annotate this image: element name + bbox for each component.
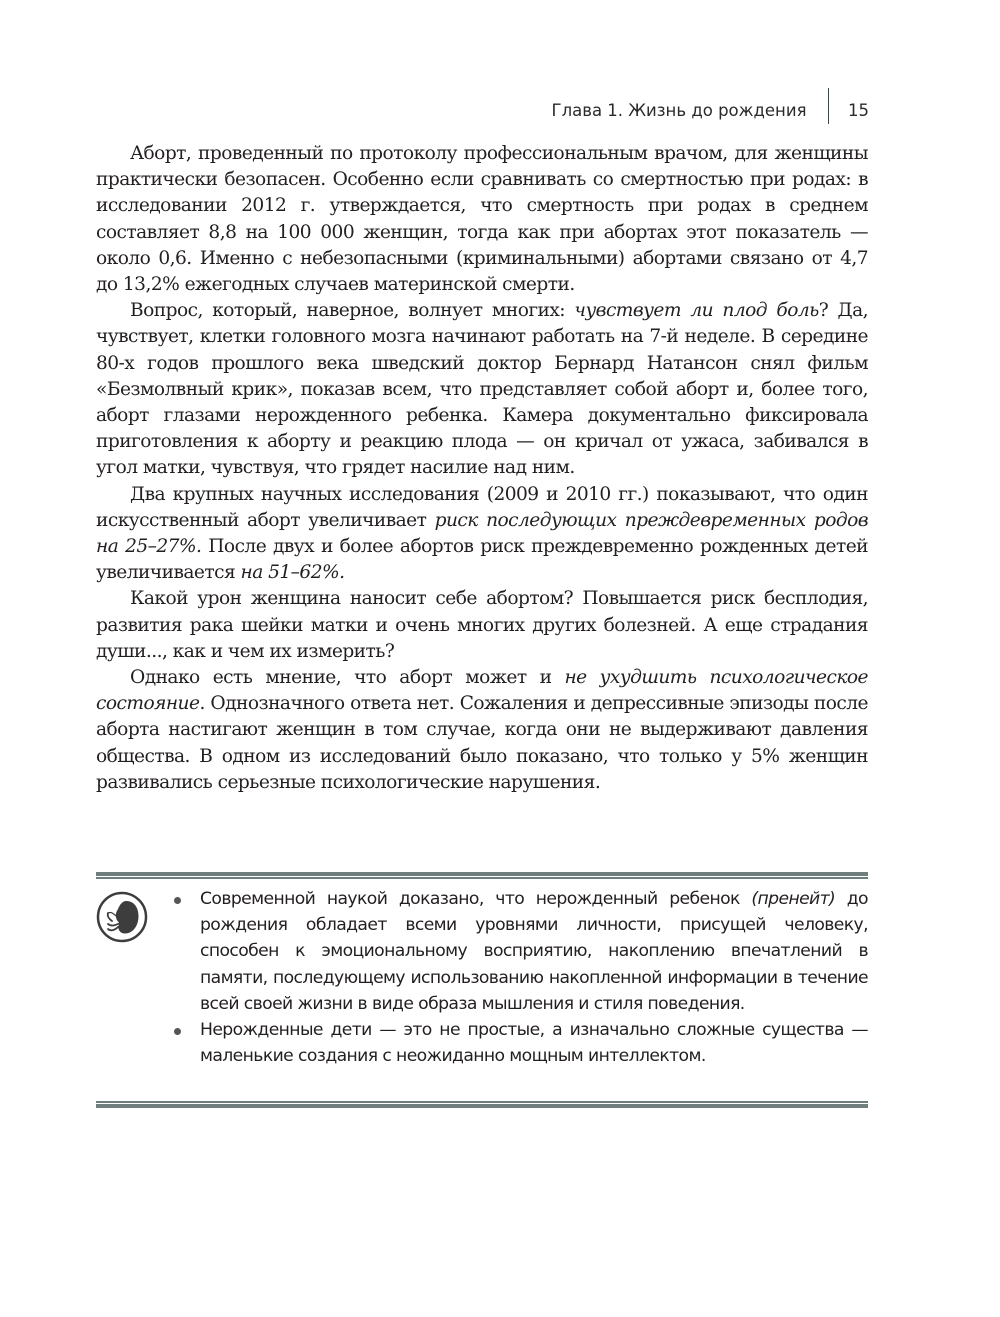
bullet-icon [174, 1028, 181, 1035]
emphasis: чувствует ли плод боль [574, 300, 819, 322]
paragraph-2: Вопрос, который, наверное, волнует многих: чувствует ли плод боль? Да, чувствует, клетки головного мозга начинают работать на 7-й неделе. В середине 80-х годов прошлого века шведский доктор Бернард Натансон снял фильм «Безмолвный крик», показав всем, что представляет собой аборт и, более того, аборт глазами нерожденного ребенка. Камера документально фиксировала приготовления к аборту и реакцию плода — он кричал от ужаса, забивался в угол матки, чувствуя, что грядет насилие над ним. [96, 300, 868, 479]
callout-list [170, 886, 868, 1069]
paragraph-4: Какой урон женщина наносит себе абортом? Повышается риск бесплодия, развития рака шейки матки и очень многих других болезней. А еще страдания души..., как и чем их измерить? [96, 588, 868, 662]
callout-item: Современной наукой доказано, что нерожденный ребенок (пренейт) до рождения обладает всеми уровнями личности, присущей человеку, способен к эмоциональному восприятию, накоплению впечатлений в памяти, последующему использованию накопленной информации в течение всей своей жизни в виде образа мышления и стиля поведения. [170, 886, 868, 1017]
body-text [96, 141, 868, 796]
callout-top-rule [96, 872, 868, 879]
bullet-icon [174, 897, 181, 904]
emphasis: не ухудшить психологическое состояние [96, 667, 868, 715]
paragraph-5: Однако есть мнение, что аборт может и не ухудшить психологическое состояние. Однозначного ответа нет. Сожаления и депрессивные эпизоды после аборта настигают женщин в том случае, когда они не выдерживают давления общества. В одном из исследований было показано, что только у 5% женщин развивались серьезные психологические нарушения. [96, 667, 868, 793]
page-number: 15 [848, 100, 869, 120]
callout-bottom-rule [96, 1101, 868, 1108]
paragraph-1: Аборт, проведенный по протоколу профессиональным врачом, для женщины практически безопасен. Особенно если сравнивать со смертностью при родах: в исследовании 2012 г. утверждается, что смертность при родах в среднем составляет 8,8 на 100 000 женщин, тогда как при абортах этот показатель — около 0,6. Именно с небезопасными (криминальными) абортами связано от 4,7 до 13,2% ежегодных случаев материнской смерти. [96, 143, 868, 296]
paragraph-3: Два крупных научных исследования (2009 и 2010 гг.) показывают, что один искусственный аборт увеличивает риск последующих преждевременных родов на 25–27%. После двух и более абортов риск преждевременно рожденных детей увеличивается на 51–62%. [96, 483, 868, 584]
emphasis: (пренейт) [751, 889, 836, 909]
callout-item: Нерожденные дети — это не простые, а изначально сложные существа — маленькие создания с неожиданно мощным интеллектом. [170, 1017, 868, 1069]
chapter-title: Глава 1. Жизнь до рождения [551, 100, 807, 120]
header-divider [828, 88, 830, 124]
emphasis: риск последующих преждевременных родов на 25–27%. [96, 509, 868, 558]
running-head [552, 92, 870, 128]
emphasis: на 51–62%. [240, 562, 345, 584]
fetus-icon [96, 891, 148, 943]
